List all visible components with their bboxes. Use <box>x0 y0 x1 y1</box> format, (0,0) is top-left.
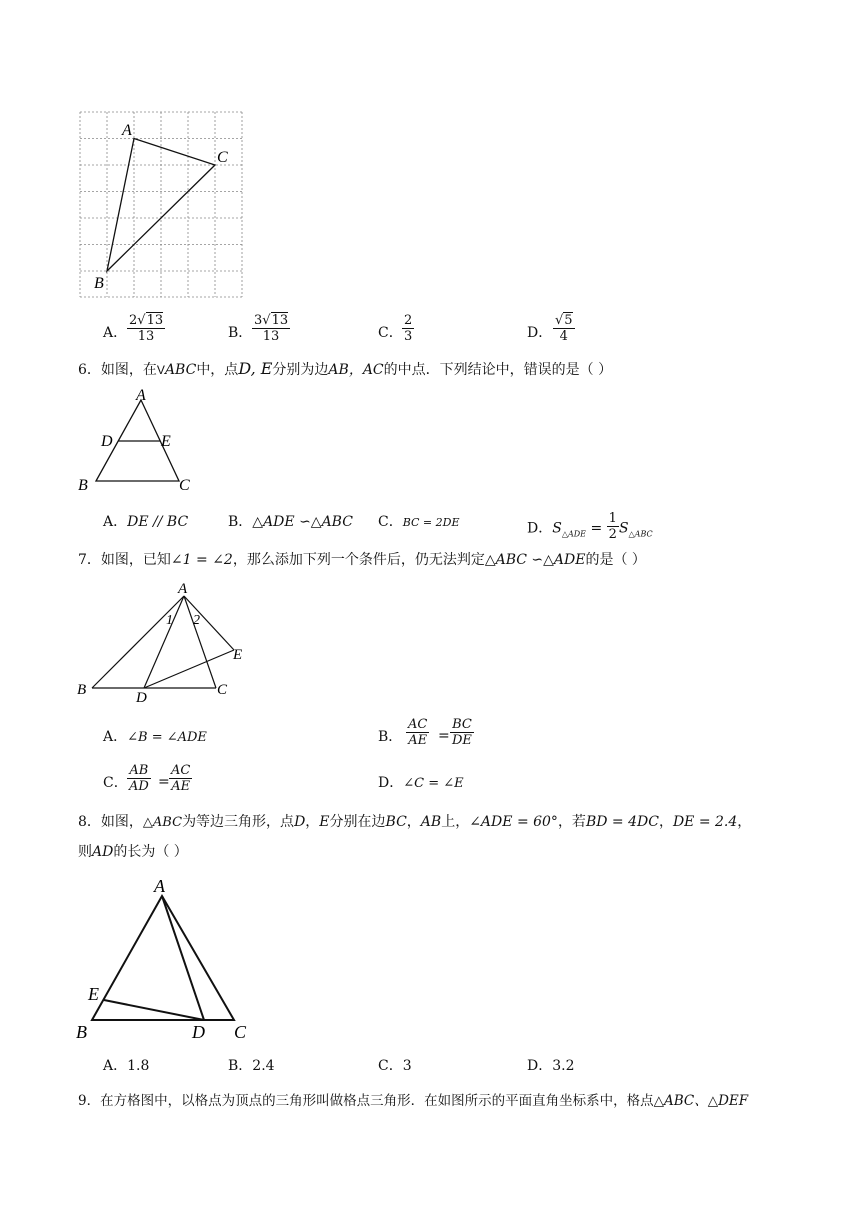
q7-option-a[interactable]: A．∠B = ∠ADE <box>103 729 207 745</box>
q7-option-d[interactable]: D．∠C = ∠E <box>378 775 464 791</box>
q8-label-c: C <box>234 1022 247 1042</box>
q8-stem-line2: 则AD的长为（ ） <box>78 844 188 860</box>
q6-option-a[interactable]: A．DE // BC <box>103 514 189 530</box>
q8-option-b[interactable]: B．2.4 <box>228 1058 275 1074</box>
q9-stem: 9．在方格图中，以格点为顶点的三角形叫做格点三角形．在如图所示的平面直角坐标系中，格点△ABC、△DEF <box>78 1093 749 1109</box>
q5-label-a: A <box>122 122 132 139</box>
q5-grid-figure <box>78 110 248 310</box>
q7-label-1: 1 <box>166 613 173 628</box>
q7-label-2: 2 <box>193 613 200 628</box>
q6-option-b[interactable]: B．△ADE ∽△ABC <box>228 514 353 530</box>
q5-label-b: B <box>94 275 104 292</box>
q6-label-b: B <box>78 477 88 494</box>
q6-triangle-figure <box>74 386 204 496</box>
q6-option-c[interactable]: C．BC = 2DE <box>378 514 460 530</box>
q7-label-e: E <box>233 647 243 663</box>
q8-label-d: D <box>192 1022 205 1042</box>
q8-option-d[interactable]: D．3.2 <box>527 1058 575 1074</box>
q8-option-c[interactable]: C．3 <box>378 1058 412 1074</box>
q8-option-a[interactable]: A．1.8 <box>103 1058 150 1074</box>
q6-label-c: C <box>179 477 190 494</box>
q8-label-a: A <box>154 876 165 896</box>
q6-label-d: D <box>101 433 113 450</box>
q8-triangle-figure <box>74 870 264 1045</box>
q7-label-d: D <box>136 690 147 703</box>
q7-label-a: A <box>178 581 188 597</box>
q8-label-b: B <box>76 1022 87 1042</box>
q6-label-e: E <box>161 433 171 450</box>
q8-stem-line1: 8．如图，△ABC为等边三角形，点D，E分别在边BC，AB上，∠ADE = 60°，若BD = 4DC，DE = 2.4， <box>78 814 752 830</box>
q5-label-c: C <box>217 149 228 166</box>
q7-label-c: C <box>217 682 228 698</box>
q8-label-e: E <box>88 984 99 1004</box>
q7-label-b: B <box>77 682 87 698</box>
q7-stem: 7．如图，已知∠1 = ∠2，那么添加下列一个条件后，仍无法判定△ABC ∽△ADE的是（ ） <box>78 552 646 568</box>
q6-option-d[interactable]: D．$S_{\triangle ADE}$ = $\frac{1}{2}$ $S_{\triangle ABC}$ <box>527 511 653 542</box>
q6-label-a: A <box>136 387 146 404</box>
q6-stem: 6．如图，在VABC中，点D, E分别为边AB，AC的中点．下列结论中，错误的是（ ） <box>78 359 613 378</box>
q7-triangle-figure <box>74 578 264 703</box>
